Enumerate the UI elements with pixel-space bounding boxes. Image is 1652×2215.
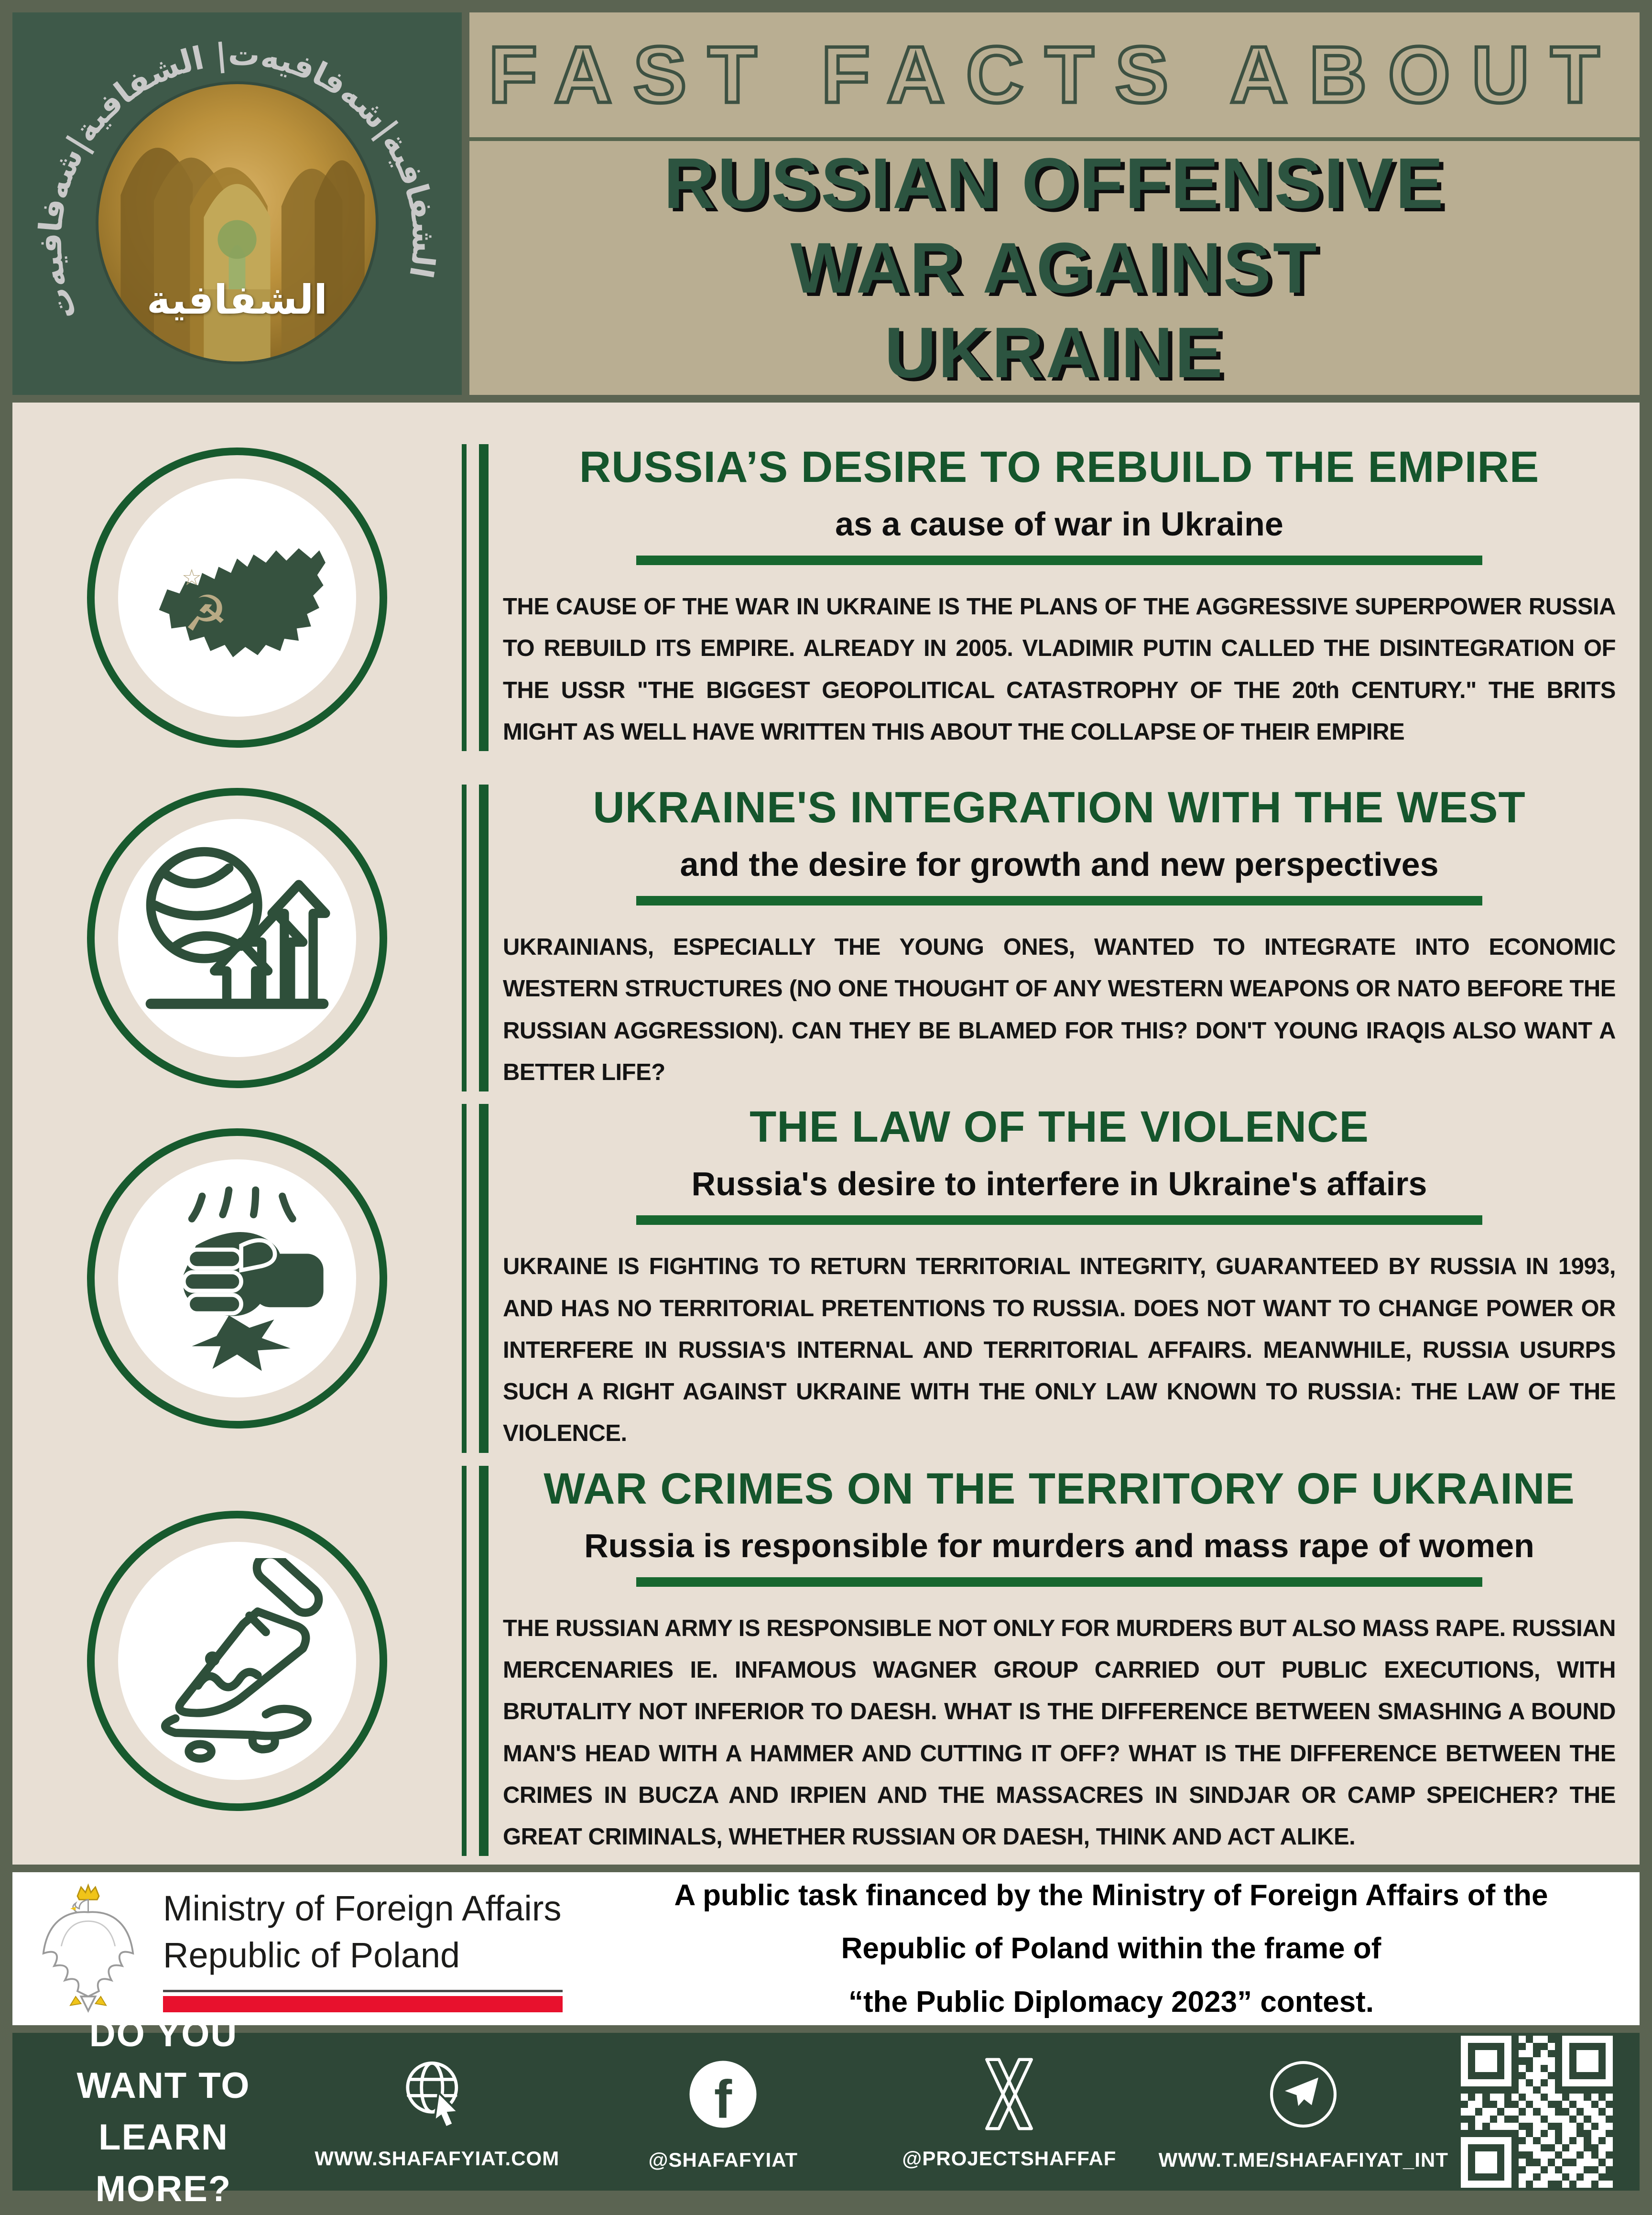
ussr-map-icon bbox=[134, 495, 340, 700]
header bbox=[12, 12, 1640, 395]
footer bbox=[12, 2014, 1640, 2209]
title-line: RUSSIAN OFFENSIVE bbox=[663, 143, 1446, 223]
section-title: UKRAINE'S INTEGRATION WITH THE WEST bbox=[593, 783, 1526, 832]
header-title-panel bbox=[469, 12, 1640, 395]
icon-badge bbox=[87, 1511, 387, 1811]
globe-growth-icon bbox=[134, 835, 340, 1041]
credit-line: “the Public Diplomacy 2023” contest. bbox=[848, 1985, 1374, 2019]
underline-bar bbox=[636, 1215, 1482, 1225]
bloody-knife-icon bbox=[134, 1558, 340, 1764]
credit-line: A public task financed by the Ministry of Foreign Affairs of the bbox=[674, 1878, 1548, 1912]
telegram-url[interactable]: WWW.T.ME/SHAFAFIYAT_INT bbox=[1158, 2148, 1449, 2171]
ministry-name-line: Republic of Poland bbox=[163, 1935, 460, 1975]
x-icon bbox=[968, 2053, 1050, 2135]
logo-wordmark: الشفافية bbox=[146, 276, 328, 323]
ministry-band bbox=[12, 1872, 1640, 2025]
section-rebuild-empire bbox=[12, 419, 1640, 776]
section-subtitle: Russia's desire to interfere in Ukraine's affairs bbox=[691, 1165, 1427, 1203]
section-subtitle: and the desire for growth and new perspectives bbox=[680, 846, 1439, 884]
funding-credit bbox=[605, 1869, 1618, 2029]
icon-badge bbox=[87, 788, 387, 1088]
section-integration-west bbox=[12, 776, 1640, 1100]
facebook-link[interactable] bbox=[587, 2052, 860, 2171]
section-text bbox=[462, 783, 1619, 1093]
website-url[interactable]: WWW.SHAFAFYIAT.COM bbox=[315, 2147, 560, 2170]
section-body: UKRAINE IS FIGHTING TO RETURN TERRITORIAL INTEGRITY, GUARANTEED BY RUSSIA IN 1993, AND HAS NO TERRITORIAL PRETENTIONS TO RUSSIA. DOES NOT WANT TO CHANGE POWER OR INTERFERE IN RUSSIA'S INTERNAL AND TERRITORIAL AFFAIRS. MEANWHILE, RUSSIA USURPS SUCH A RIGHT AGAINST UKRAINE WITH THE ONLY LAW KNOWN TO RUSSIA: THE LAW OF THE VIOLENCE. bbox=[503, 1254, 1616, 1447]
qr-code bbox=[1461, 2036, 1613, 2188]
facebook-handle[interactable]: @SHAFAFYIAT bbox=[648, 2148, 798, 2171]
svg-text:f: f bbox=[714, 2069, 732, 2129]
credit-line: Republic of Poland within the frame of bbox=[841, 1932, 1381, 1965]
section-title: THE LAW OF THE VIOLENCE bbox=[750, 1102, 1369, 1152]
underline-bar bbox=[636, 556, 1482, 565]
x-handle[interactable]: @PROJECTSHAFFAF bbox=[902, 2147, 1117, 2170]
icon-badge bbox=[87, 447, 387, 748]
section-text bbox=[462, 1464, 1619, 1858]
ministry-name-line: Ministry of Foreign Affairs bbox=[163, 1888, 562, 1928]
section-subtitle: as a cause of war in Ukraine bbox=[835, 505, 1283, 543]
underline-bar bbox=[636, 896, 1482, 906]
section-title: RUSSIA’S DESIRE TO REBUILD THE EMPIRE bbox=[579, 443, 1540, 492]
poster-title bbox=[469, 141, 1640, 395]
icon-badge bbox=[87, 1128, 387, 1429]
fist-icon bbox=[134, 1176, 340, 1381]
learn-more-text: DO YOU WANT TO LEARN MORE? bbox=[76, 2014, 250, 2209]
section-subtitle: Russia is responsible for murders and mass rape of women bbox=[584, 1527, 1534, 1564]
globe-cursor-icon bbox=[396, 2053, 478, 2135]
ministry-wordmark bbox=[163, 1885, 584, 2012]
polish-eagle-icon bbox=[34, 1881, 142, 2017]
underline-bar bbox=[636, 1577, 1482, 1587]
section-text bbox=[462, 1102, 1619, 1454]
telegram-link[interactable] bbox=[1159, 2052, 1448, 2171]
section-body: THE CAUSE OF THE WAR IN UKRAINE IS THE PLANS OF THE AGGRESSIVE SUPERPOWER RUSSIA TO REBUILD ITS EMPIRE. ALREADY IN 2005. VLADIMIR PUTIN CALLED THE DISINTEGRATION OF THE USSR "THE BIGGEST GEOPOLITICAL CATASTROPHY OF THE 20th CENTURY." THE BRITS MIGHT AS WELL HAVE WRITTEN THIS ABOUT THE COLLAPSE OF THEIR EMPIRE bbox=[503, 594, 1616, 745]
logo-panel bbox=[12, 12, 462, 395]
x-link[interactable] bbox=[872, 2053, 1146, 2170]
website-link[interactable] bbox=[300, 2053, 574, 2170]
title-line: WAR AGAINST bbox=[790, 228, 1319, 308]
section-war-crimes bbox=[12, 1457, 1640, 1865]
section-body: THE RUSSIAN ARMY IS RESPONSIBLE NOT ONLY FOR MURDERS BUT ALSO MASS RAPE. RUSSIAN MERCENARIES IE. INFAMOUS WAGNER GROUP CARRIED OUT PUBLIC EXECUTIONS, WITH BRUTALITY NOT INFERIOR TO DAESH. WHAT IS THE DIFFERENCE BETWEEN SMASHING A BOUND MAN'S HEAD WITH A HAMMER AND CUTTING IT OFF? WHAT IS THE DIFFERENCE BETWEEN THE CRIMES IN BUCZA AND IRPIEN AND THE MASSACRES IN SINDJAR OR CAMP SPEICHER? THE GREAT CRIMINALS, WHETHER RUSSIAN OR DAESH, THINK AND ACT ALIKE. bbox=[503, 1615, 1616, 1850]
section-body: UKRAINIANS, ESPECIALLY THE YOUNG ONES, WANTED TO INTEGRATE INTO ECONOMIC WESTERN STRUCTURES (NO ONE THOUGHT OF ANY WESTERN WEAPONS OR NATO BEFORE THE RUSSIAN AGGRESSION). CAN THEY BE BLAMED FOR THIS? DON'T YOUNG IRAQIS ALSO WANT A BETTER LIFE? bbox=[503, 934, 1616, 1085]
svg-text:☆: ☆ bbox=[181, 565, 202, 591]
facebook-icon bbox=[681, 2052, 765, 2136]
telegram-icon bbox=[1261, 2052, 1345, 2136]
logo-arc-text: الشفافية|شەفافیەت| الشفافية|شەفافیەت bbox=[32, 35, 443, 325]
main-content bbox=[12, 403, 1640, 1865]
header-divider bbox=[469, 137, 1640, 141]
title-line: UKRAINE bbox=[884, 312, 1225, 393]
svg-text:☭: ☭ bbox=[184, 585, 228, 643]
section-text bbox=[462, 442, 1619, 753]
kicker: FAST FACTS ABOUT bbox=[488, 29, 1621, 120]
section-law-of-violence bbox=[12, 1100, 1640, 1457]
section-title: WAR CRIMES ON THE TERRITORY OF UKRAINE bbox=[543, 1464, 1575, 1513]
